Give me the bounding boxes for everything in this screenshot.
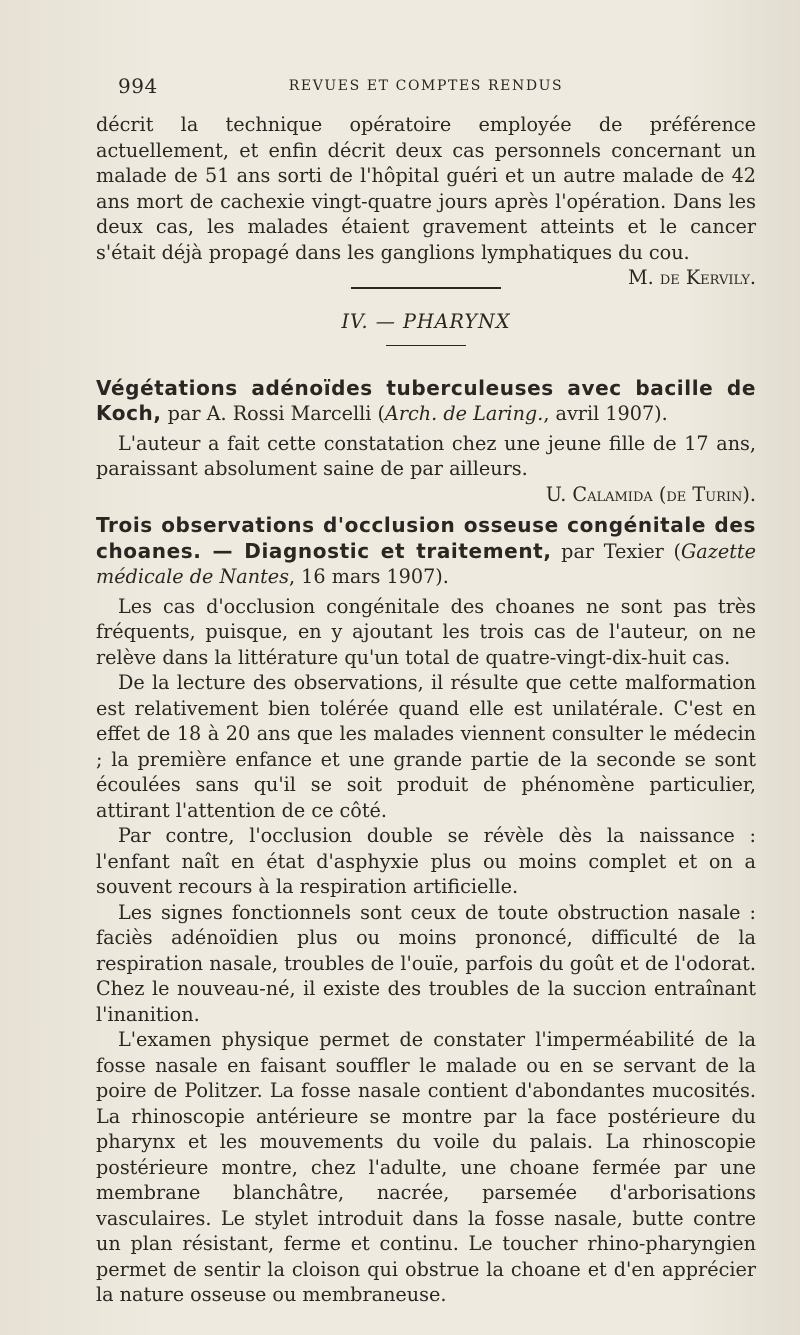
- continuation-text: décrit la technique opératoire employée de préférence actuellement, et enfin décrit deux cas personnels concernant un malade de 51 ans sorti de l'hôpital guéri et un autre malade de 42 ans mort de cachexie vingt-quatre jours après l'opération. Dans les deux cas, les malades étaient gravement atteints et le cancer s'était déjà propagé dans les ganglions lymphatiques du cou.: [96, 113, 756, 264]
- section-divider: [351, 287, 501, 289]
- running-head: REVUES ET COMPTES RENDUS: [288, 78, 564, 94]
- article-choanes-paragraph: Les signes fonctionnels sont ceux de toute obstruction nasale : faciès adénoïdien plus ou moins prononcé, difficulté de la respiration nasale, troubles de l'ouïe, parfois du goût et de l'odorat. Chez le nouveau-né, il existe des troubles de la succion entraînant l'inanition.: [96, 900, 756, 1026]
- article-choanes-byline: par Texier (: [551, 539, 681, 563]
- article-adenoid-title: Végétations adénoïdes tuberculeuses avec bacille de Koch,: [96, 375, 756, 425]
- article-adenoid-signature: U. Calamida (de Turin).: [545, 482, 756, 506]
- article-choanes-date: , 16 mars 1907).: [288, 565, 449, 588]
- page-number: 994: [118, 74, 158, 98]
- article-adenoid-journal: Arch. de Laring.: [385, 402, 544, 425]
- article-adenoid-heading: [96, 376, 756, 427]
- article-choanes-paragraph: De la lecture des observations, il résulte que cette malformation est relativement bien tolérée quand elle est unilatérale. C'est en effet de 18 à 20 ans que les malades viennent consulter le médecin ; la première enfance et une grande partie de la seconde se sont écoulées sans qu'il se soit produit de phénomène particulier, attirant l'attention de ce côté.: [96, 671, 756, 822]
- continuation-paragraph: [96, 112, 756, 289]
- article-adenoid-body: L'auteur a fait cette constatation chez une jeune fille de 17 ans, paraissant absolument saine de par ailleurs.: [96, 431, 756, 480]
- page-header: [96, 74, 756, 100]
- article-choanes-paragraph: Les cas d'occlusion congénitale des choanes ne sont pas très fréquents, puisque, en y ajoutant les trois cas de l'auteur, on ne relève dans la littérature qu'un total de quatre-vingt-dix-huit cas.: [96, 594, 756, 669]
- page-content: [96, 112, 756, 1308]
- article-adenoid: [96, 376, 756, 508]
- article-adenoid-date: , avril 1907).: [543, 402, 668, 425]
- article-choanes-paragraph: L'examen physique permet de constater l'imperméabilité de la fosse nasale en faisant souffler le malade ou en se servant de la poire de Politzer. La fosse nasale contient d'abondantes mucosités. La rhinoscopie antérieure se montre par la face postérieure du pharynx et les mouvements du voile du palais. La rhinoscopie postérieure montre, chez l'adulte, une choane fermée par une membrane blanchâtre, nacrée, parsemée d'arborisations vasculaires. Le stylet introduit dans la fosse nasale, butte contre un plan résistant, ferme et continu. Le toucher rhino-pharyngien permet de sentir la cloison qui obstrue la choane et d'en apprécier la nature osseuse ou membraneuse.: [96, 1028, 756, 1306]
- article-choanes-journal: Gazette médicale de Nantes: [96, 539, 756, 588]
- article-adenoid-byline: par A. Rossi Marcelli (: [161, 402, 386, 425]
- article-choanes: [96, 513, 756, 1308]
- article-choanes-title: Trois observations d'occlusion osseuse congénitale des choanes. — Diagnostic et traitement,: [96, 513, 756, 563]
- article-choanes-paragraph: Par contre, l'occlusion double se révèle dès la naissance : l'enfant naît en état d'asphyxie plus ou moins complet et on a souvent recours à la respiration artificielle.: [96, 824, 756, 898]
- section-title: IV. — PHARYNX: [341, 310, 511, 333]
- article-choanes-heading: [96, 513, 756, 590]
- continuation-signature: M. de Kervily.: [627, 266, 756, 289]
